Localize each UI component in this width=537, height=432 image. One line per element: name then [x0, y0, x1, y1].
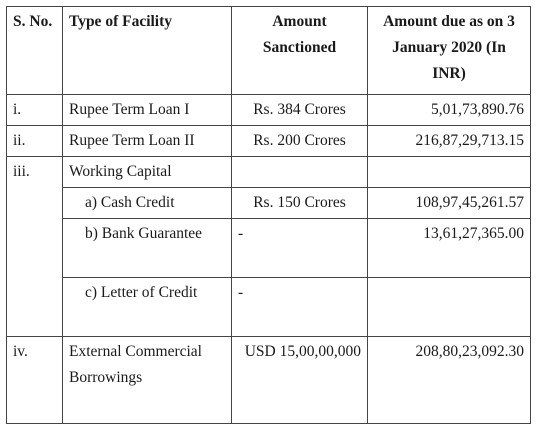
cell-sanctioned: Rs. 200 Crores	[232, 126, 368, 157]
cell-type: Rupee Term Loan II	[63, 126, 232, 157]
cell-type: Rupee Term Loan I	[63, 95, 232, 126]
cell-type: b) Bank Guarantee	[63, 219, 232, 278]
cell-due: 216,87,29,713.15	[368, 126, 531, 157]
table-row	[7, 126, 531, 157]
table-row	[7, 337, 531, 424]
table-row	[7, 219, 531, 278]
cell-type: c) Letter of Credit	[63, 278, 232, 337]
cell-type: Working Capital	[63, 157, 232, 188]
cell-sanctioned: Rs. 150 Crores	[232, 188, 368, 219]
header-sno: S. No.	[7, 7, 63, 95]
cell-sno: ii.	[7, 126, 63, 157]
header-due: Amount due as on 3 January 2020 (In INR)	[368, 7, 531, 95]
cell-sanctioned: -	[232, 219, 368, 278]
cell-sanctioned: USD 15,00,00,000	[232, 337, 368, 424]
cell-sanctioned: Rs. 384 Crores	[232, 95, 368, 126]
cell-due	[368, 157, 531, 188]
cell-due: 5,01,73,890.76	[368, 95, 531, 126]
header-row	[7, 7, 531, 95]
cell-sno: i.	[7, 95, 63, 126]
cell-type: a) Cash Credit	[63, 188, 232, 219]
cell-due: 208,80,23,092.30	[368, 337, 531, 424]
cell-sanctioned: -	[232, 278, 368, 337]
cell-type: External Commercial Borrowings	[63, 337, 232, 424]
facility-table	[6, 6, 531, 424]
table-row	[7, 95, 531, 126]
cell-sno: iii.	[7, 157, 63, 337]
header-sanctioned: Amount Sanctioned	[232, 7, 368, 95]
cell-due: 13,61,27,365.00	[368, 219, 531, 278]
header-type: Type of Facility	[63, 7, 232, 95]
cell-sno: iv.	[7, 337, 63, 424]
cell-due	[368, 278, 531, 337]
cell-due: 108,97,45,261.57	[368, 188, 531, 219]
table-row	[7, 188, 531, 219]
cell-sanctioned	[232, 157, 368, 188]
table-row	[7, 278, 531, 337]
table-row	[7, 157, 531, 188]
